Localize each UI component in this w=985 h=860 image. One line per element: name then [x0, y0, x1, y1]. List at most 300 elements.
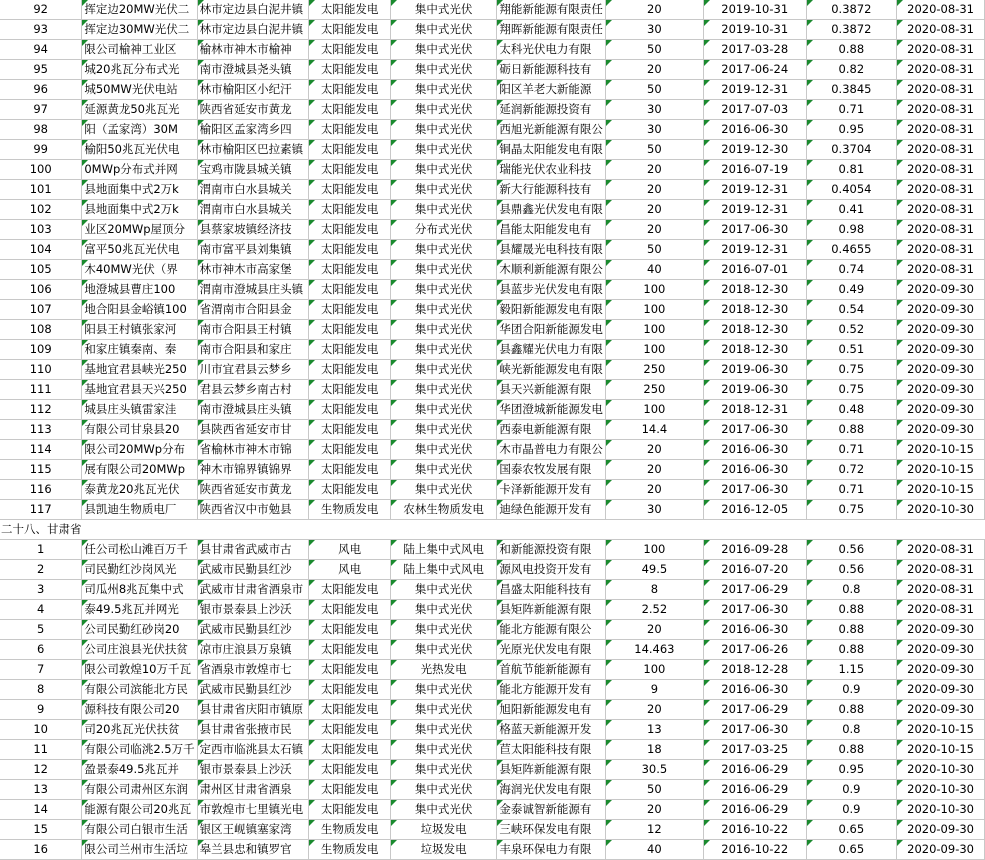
cell-location[interactable]: 银市景泰县上沙沃 [197, 600, 309, 620]
cell-no[interactable]: 101 [0, 180, 82, 200]
cell-energy-type[interactable]: 太阳能发电 [309, 240, 391, 260]
cell-energy-type[interactable]: 太阳能发电 [309, 800, 391, 820]
cell-sub-type[interactable]: 集中式光伏 [390, 80, 496, 100]
cell-location[interactable]: 南市合阳县王村镇 [197, 320, 309, 340]
cell-location[interactable]: 宝鸡市陇县城关镇 [197, 160, 309, 180]
cell-price[interactable]: 1.15 [806, 660, 897, 680]
cell-sub-type[interactable]: 集中式光伏 [390, 640, 496, 660]
cell-energy-type[interactable]: 风电 [309, 560, 391, 580]
cell-no[interactable]: 108 [0, 320, 82, 340]
cell-deadline[interactable]: 2020-09-30 [897, 840, 985, 860]
cell-location[interactable]: 渭南市白水县城关 [197, 200, 309, 220]
cell-location[interactable]: 县陕西省延安市甘 [197, 420, 309, 440]
cell-energy-type[interactable]: 太阳能发电 [309, 100, 391, 120]
cell-price[interactable]: 0.3872 [806, 0, 897, 20]
cell-deadline[interactable]: 2020-10-15 [897, 460, 985, 480]
cell-price[interactable]: 0.65 [806, 840, 897, 860]
cell-price[interactable]: 0.71 [806, 100, 897, 120]
cell-price[interactable]: 0.75 [806, 380, 897, 400]
cell-no[interactable]: 117 [0, 500, 82, 520]
cell-sub-type[interactable]: 集中式光伏 [390, 360, 496, 380]
cell-location[interactable]: 定西市临洮县太石镇 [197, 740, 309, 760]
cell-project-name[interactable]: 展有限公司20MWp [82, 460, 197, 480]
cell-location[interactable]: 武威市民勤县红沙 [197, 620, 309, 640]
cell-capacity[interactable]: 20 [605, 620, 703, 640]
cell-energy-type[interactable]: 太阳能发电 [309, 640, 391, 660]
cell-deadline[interactable]: 2020-08-31 [897, 20, 985, 40]
cell-price[interactable]: 0.71 [806, 440, 897, 460]
cell-no[interactable]: 92 [0, 0, 82, 20]
cell-energy-type[interactable]: 太阳能发电 [309, 340, 391, 360]
cell-energy-type[interactable]: 太阳能发电 [309, 620, 391, 640]
cell-energy-type[interactable]: 太阳能发电 [309, 140, 391, 160]
cell-no[interactable]: 106 [0, 280, 82, 300]
cell-location[interactable]: 省渭南市合阳县金 [197, 300, 309, 320]
cell-grid-date[interactable]: 2019-12-31 [703, 240, 806, 260]
cell-no[interactable]: 109 [0, 340, 82, 360]
cell-price[interactable]: 0.8 [806, 580, 897, 600]
cell-owner[interactable]: 县蓝步光伏发电有限 [497, 280, 606, 300]
cell-deadline[interactable]: 2020-09-30 [897, 300, 985, 320]
cell-location[interactable]: 银区王岘镇塞家湾 [197, 820, 309, 840]
cell-location[interactable]: 榆林市神木市榆神 [197, 40, 309, 60]
cell-energy-type[interactable]: 太阳能发电 [309, 280, 391, 300]
cell-price[interactable]: 0.3872 [806, 20, 897, 40]
cell-location[interactable]: 南市澄城县尧头镇 [197, 60, 309, 80]
cell-sub-type[interactable]: 集中式光伏 [390, 140, 496, 160]
cell-project-name[interactable]: 县凯迪生物质电厂 [82, 500, 197, 520]
cell-deadline[interactable]: 2020-10-15 [897, 480, 985, 500]
cell-project-name[interactable]: 和家庄镇秦南、秦 [82, 340, 197, 360]
cell-price[interactable]: 0.75 [806, 500, 897, 520]
cell-project-name[interactable]: 基地宜君县天兴250 [82, 380, 197, 400]
cell-owner[interactable]: 光原光伏发电有限 [497, 640, 606, 660]
cell-no[interactable]: 115 [0, 460, 82, 480]
cell-no[interactable]: 102 [0, 200, 82, 220]
cell-sub-type[interactable]: 集中式光伏 [390, 740, 496, 760]
cell-owner[interactable]: 格蓝天新能源开发 [497, 720, 606, 740]
cell-sub-type[interactable]: 集中式光伏 [390, 320, 496, 340]
cell-project-name[interactable]: 0MWp分布式并网 [82, 160, 197, 180]
cell-owner[interactable]: 县耀晟光电科技有限 [497, 240, 606, 260]
cell-project-name[interactable]: 县地面集中式2万k [82, 200, 197, 220]
cell-capacity[interactable]: 100 [605, 280, 703, 300]
cell-grid-date[interactable]: 2019-10-31 [703, 20, 806, 40]
cell-no[interactable]: 105 [0, 260, 82, 280]
cell-sub-type[interactable]: 陆上集中式风电 [390, 540, 496, 560]
cell-price[interactable]: 0.3704 [806, 140, 897, 160]
cell-sub-type[interactable]: 分布式光伏 [390, 220, 496, 240]
cell-no[interactable]: 111 [0, 380, 82, 400]
cell-capacity[interactable]: 50 [605, 40, 703, 60]
cell-deadline[interactable]: 2020-08-31 [897, 140, 985, 160]
cell-price[interactable]: 0.48 [806, 400, 897, 420]
cell-grid-date[interactable]: 2017-03-28 [703, 40, 806, 60]
cell-location[interactable]: 武威市民勤县红沙 [197, 560, 309, 580]
cell-deadline[interactable]: 2020-08-31 [897, 240, 985, 260]
cell-location[interactable]: 县甘肃省武威市古 [197, 540, 309, 560]
cell-capacity[interactable]: 13 [605, 720, 703, 740]
cell-owner[interactable]: 西旭光新能源有限公 [497, 120, 606, 140]
cell-project-name[interactable]: 地澄城县曹庄100 [82, 280, 197, 300]
cell-location[interactable]: 南市富平县刘集镇 [197, 240, 309, 260]
cell-project-name[interactable]: 富平50兆瓦光伏电 [82, 240, 197, 260]
cell-capacity[interactable]: 100 [605, 300, 703, 320]
cell-grid-date[interactable]: 2019-12-31 [703, 180, 806, 200]
cell-owner[interactable]: 县矩阵新能源有限 [497, 760, 606, 780]
cell-price[interactable]: 0.9 [806, 800, 897, 820]
cell-location[interactable]: 川市宜君县云梦乡 [197, 360, 309, 380]
cell-deadline[interactable]: 2020-08-31 [897, 100, 985, 120]
cell-sub-type[interactable]: 集中式光伏 [390, 20, 496, 40]
cell-capacity[interactable]: 30 [605, 120, 703, 140]
cell-price[interactable]: 0.88 [806, 40, 897, 60]
cell-project-name[interactable]: 公司民勤红砂岗20 [82, 620, 197, 640]
cell-project-name[interactable]: 木40MW光伏（界 [82, 260, 197, 280]
cell-grid-date[interactable]: 2017-06-30 [703, 720, 806, 740]
cell-energy-type[interactable]: 太阳能发电 [309, 580, 391, 600]
cell-project-name[interactable]: 基地宜君县峡光250 [82, 360, 197, 380]
cell-no[interactable]: 8 [0, 680, 82, 700]
cell-no[interactable]: 9 [0, 700, 82, 720]
cell-sub-type[interactable]: 集中式光伏 [390, 760, 496, 780]
cell-grid-date[interactable]: 2019-12-31 [703, 200, 806, 220]
cell-energy-type[interactable]: 风电 [309, 540, 391, 560]
cell-project-name[interactable]: 有限公司甘泉县20 [82, 420, 197, 440]
cell-project-name[interactable]: 有限公司白银市生活 [82, 820, 197, 840]
cell-grid-date[interactable]: 2016-10-22 [703, 840, 806, 860]
cell-grid-date[interactable]: 2016-06-30 [703, 620, 806, 640]
cell-price[interactable]: 0.71 [806, 480, 897, 500]
cell-deadline[interactable]: 2020-10-30 [897, 500, 985, 520]
cell-capacity[interactable]: 12 [605, 820, 703, 840]
cell-owner[interactable]: 首航节能新能源有 [497, 660, 606, 680]
cell-location[interactable]: 南市澄城县庄头镇 [197, 400, 309, 420]
cell-owner[interactable]: 太科光伏电力有限 [497, 40, 606, 60]
cell-deadline[interactable]: 2020-10-30 [897, 780, 985, 800]
section-title[interactable]: 二十八、甘肃省 [0, 520, 985, 540]
cell-grid-date[interactable]: 2016-07-20 [703, 560, 806, 580]
cell-project-name[interactable]: 公司庄浪县光伏扶贫 [82, 640, 197, 660]
cell-project-name[interactable]: 延源黄龙50兆瓦光 [82, 100, 197, 120]
cell-owner[interactable]: 昌盛太阳能科技有 [497, 580, 606, 600]
cell-project-name[interactable]: 挥定边20MW光伏二 [82, 0, 197, 20]
cell-price[interactable]: 0.56 [806, 540, 897, 560]
cell-capacity[interactable]: 40 [605, 840, 703, 860]
cell-owner[interactable]: 昌能太阳能发电有 [497, 220, 606, 240]
cell-deadline[interactable]: 2020-10-15 [897, 440, 985, 460]
cell-project-name[interactable]: 限公司兰州市生活垃 [82, 840, 197, 860]
cell-project-name[interactable]: 限公司敦煌10万千瓦 [82, 660, 197, 680]
cell-deadline[interactable]: 2020-08-31 [897, 0, 985, 20]
cell-deadline[interactable]: 2020-08-31 [897, 260, 985, 280]
cell-price[interactable]: 0.9 [806, 780, 897, 800]
cell-grid-date[interactable]: 2016-06-29 [703, 760, 806, 780]
cell-capacity[interactable]: 40 [605, 260, 703, 280]
cell-owner[interactable]: 华团合阳新能源发电 [497, 320, 606, 340]
cell-owner[interactable]: 翔晖新能源有限责任 [497, 20, 606, 40]
cell-owner[interactable]: 源风电投资开发有 [497, 560, 606, 580]
cell-price[interactable]: 0.95 [806, 120, 897, 140]
cell-price[interactable]: 0.8 [806, 720, 897, 740]
cell-price[interactable]: 0.56 [806, 560, 897, 580]
cell-sub-type[interactable]: 集中式光伏 [390, 440, 496, 460]
cell-owner[interactable]: 阳区羊老大新能源 [497, 80, 606, 100]
cell-owner[interactable]: 新大行能源科技有 [497, 180, 606, 200]
cell-energy-type[interactable]: 太阳能发电 [309, 460, 391, 480]
cell-grid-date[interactable]: 2016-06-30 [703, 440, 806, 460]
cell-price[interactable]: 0.9 [806, 680, 897, 700]
cell-price[interactable]: 0.75 [806, 360, 897, 380]
cell-grid-date[interactable]: 2017-06-24 [703, 60, 806, 80]
cell-energy-type[interactable]: 太阳能发电 [309, 180, 391, 200]
cell-project-name[interactable]: 有限公司滨能北方民 [82, 680, 197, 700]
cell-capacity[interactable]: 30 [605, 100, 703, 120]
cell-no[interactable]: 107 [0, 300, 82, 320]
cell-grid-date[interactable]: 2018-12-28 [703, 660, 806, 680]
cell-price[interactable]: 0.88 [806, 620, 897, 640]
cell-sub-type[interactable]: 集中式光伏 [390, 620, 496, 640]
cell-location[interactable]: 林市定边县白泥井镇 [197, 0, 309, 20]
cell-owner[interactable]: 华团澄城新能源发电 [497, 400, 606, 420]
cell-location[interactable]: 林市榆阳区小纪汗 [197, 80, 309, 100]
cell-project-name[interactable]: 榆阳50兆瓦光伏电 [82, 140, 197, 160]
cell-project-name[interactable]: 限公司20MWp分布 [82, 440, 197, 460]
cell-sub-type[interactable]: 集中式光伏 [390, 300, 496, 320]
cell-capacity[interactable]: 20 [605, 700, 703, 720]
cell-sub-type[interactable]: 集中式光伏 [390, 0, 496, 20]
cell-deadline[interactable]: 2020-09-30 [897, 380, 985, 400]
cell-deadline[interactable]: 2020-08-31 [897, 560, 985, 580]
cell-price[interactable]: 0.88 [806, 640, 897, 660]
cell-grid-date[interactable]: 2018-12-30 [703, 280, 806, 300]
cell-no[interactable]: 4 [0, 600, 82, 620]
cell-capacity[interactable]: 20 [605, 800, 703, 820]
cell-grid-date[interactable]: 2016-09-28 [703, 540, 806, 560]
cell-no[interactable]: 16 [0, 840, 82, 860]
cell-deadline[interactable]: 2020-09-30 [897, 660, 985, 680]
cell-location[interactable]: 武威市甘肃省酒泉市 [197, 580, 309, 600]
cell-no[interactable]: 113 [0, 420, 82, 440]
cell-price[interactable]: 0.88 [806, 740, 897, 760]
cell-deadline[interactable]: 2020-10-15 [897, 720, 985, 740]
cell-location[interactable]: 陕西省延安市黄龙 [197, 480, 309, 500]
cell-project-name[interactable]: 能源有限公司20兆瓦 [82, 800, 197, 820]
cell-capacity[interactable]: 9 [605, 680, 703, 700]
cell-grid-date[interactable]: 2018-12-31 [703, 400, 806, 420]
cell-deadline[interactable]: 2020-08-31 [897, 580, 985, 600]
cell-location[interactable]: 武威市民勤县红沙 [197, 680, 309, 700]
cell-energy-type[interactable]: 太阳能发电 [309, 60, 391, 80]
cell-price[interactable]: 0.95 [806, 760, 897, 780]
cell-capacity[interactable]: 50 [605, 80, 703, 100]
cell-price[interactable]: 0.41 [806, 200, 897, 220]
cell-owner[interactable]: 木市晶普电力有限公 [497, 440, 606, 460]
cell-grid-date[interactable]: 2019-10-31 [703, 0, 806, 20]
cell-sub-type[interactable]: 农林生物质发电 [390, 500, 496, 520]
cell-location[interactable]: 林市榆阳区巴拉素镇 [197, 140, 309, 160]
cell-project-name[interactable]: 泰黄龙20兆瓦光伏 [82, 480, 197, 500]
cell-energy-type[interactable]: 太阳能发电 [309, 720, 391, 740]
cell-sub-type[interactable]: 集中式光伏 [390, 380, 496, 400]
cell-deadline[interactable]: 2020-08-31 [897, 180, 985, 200]
cell-grid-date[interactable]: 2018-12-30 [703, 320, 806, 340]
cell-capacity[interactable]: 8 [605, 580, 703, 600]
cell-energy-type[interactable]: 太阳能发电 [309, 220, 391, 240]
cell-energy-type[interactable]: 太阳能发电 [309, 160, 391, 180]
cell-location[interactable]: 君县云梦乡南古村 [197, 380, 309, 400]
cell-owner[interactable]: 西泰电新能源有限 [497, 420, 606, 440]
cell-owner[interactable]: 卡泽新能源开发有 [497, 480, 606, 500]
cell-owner[interactable]: 毅阳新能源发电有限 [497, 300, 606, 320]
cell-energy-type[interactable]: 太阳能发电 [309, 660, 391, 680]
cell-no[interactable]: 14 [0, 800, 82, 820]
cell-sub-type[interactable]: 集中式光伏 [390, 160, 496, 180]
cell-sub-type[interactable]: 集中式光伏 [390, 200, 496, 220]
cell-grid-date[interactable]: 2016-06-30 [703, 460, 806, 480]
cell-owner[interactable]: 瑞能光伏农业科技 [497, 160, 606, 180]
cell-sub-type[interactable]: 集中式光伏 [390, 600, 496, 620]
cell-no[interactable]: 114 [0, 440, 82, 460]
cell-deadline[interactable]: 2020-09-30 [897, 340, 985, 360]
cell-location[interactable]: 南市合阳县和家庄 [197, 340, 309, 360]
cell-project-name[interactable]: 县地面集中式2万k [82, 180, 197, 200]
cell-capacity[interactable]: 30.5 [605, 760, 703, 780]
cell-energy-type[interactable]: 太阳能发电 [309, 200, 391, 220]
cell-grid-date[interactable]: 2017-06-30 [703, 220, 806, 240]
cell-location[interactable]: 皋兰县忠和镇罗官 [197, 840, 309, 860]
cell-no[interactable]: 95 [0, 60, 82, 80]
cell-owner[interactable]: 县矩阵新能源有限 [497, 600, 606, 620]
cell-sub-type[interactable]: 集中式光伏 [390, 260, 496, 280]
cell-sub-type[interactable]: 光热发电 [390, 660, 496, 680]
cell-price[interactable]: 0.51 [806, 340, 897, 360]
cell-owner[interactable]: 丰泉环保电力有限 [497, 840, 606, 860]
cell-capacity[interactable]: 100 [605, 540, 703, 560]
cell-grid-date[interactable]: 2017-03-25 [703, 740, 806, 760]
cell-project-name[interactable]: 泰49.5兆瓦并网光 [82, 600, 197, 620]
cell-location[interactable]: 渭南市白水县城关 [197, 180, 309, 200]
cell-grid-date[interactable]: 2016-06-29 [703, 780, 806, 800]
cell-project-name[interactable]: 司20兆瓦光伏扶贫 [82, 720, 197, 740]
cell-energy-type[interactable]: 太阳能发电 [309, 740, 391, 760]
cell-deadline[interactable]: 2020-09-30 [897, 420, 985, 440]
cell-owner[interactable]: 三峡环保发电有限 [497, 820, 606, 840]
cell-location[interactable]: 县甘肃省张掖市民 [197, 720, 309, 740]
cell-project-name[interactable]: 源科技有限公司20 [82, 700, 197, 720]
cell-deadline[interactable]: 2020-08-31 [897, 540, 985, 560]
cell-no[interactable]: 7 [0, 660, 82, 680]
cell-owner[interactable]: 峡光新能源发电有限 [497, 360, 606, 380]
cell-price[interactable]: 0.72 [806, 460, 897, 480]
cell-grid-date[interactable]: 2017-06-26 [703, 640, 806, 660]
cell-no[interactable]: 93 [0, 20, 82, 40]
cell-grid-date[interactable]: 2016-10-22 [703, 820, 806, 840]
cell-price[interactable]: 0.54 [806, 300, 897, 320]
cell-energy-type[interactable]: 太阳能发电 [309, 320, 391, 340]
cell-price[interactable]: 0.81 [806, 160, 897, 180]
cell-energy-type[interactable]: 太阳能发电 [309, 420, 391, 440]
cell-capacity[interactable]: 18 [605, 740, 703, 760]
cell-no[interactable]: 100 [0, 160, 82, 180]
cell-no[interactable]: 10 [0, 720, 82, 740]
cell-location[interactable]: 省酒泉市敦煌市七 [197, 660, 309, 680]
cell-owner[interactable]: 铜晶太阳能发电有限 [497, 140, 606, 160]
cell-capacity[interactable]: 50 [605, 140, 703, 160]
cell-price[interactable]: 0.4054 [806, 180, 897, 200]
cell-owner[interactable]: 延润新能源投资有 [497, 100, 606, 120]
cell-sub-type[interactable]: 陆上集中式风电 [390, 560, 496, 580]
cell-deadline[interactable]: 2020-09-30 [897, 400, 985, 420]
cell-deadline[interactable]: 2020-09-30 [897, 700, 985, 720]
cell-location[interactable]: 渭南市澄城县庄头镇 [197, 280, 309, 300]
cell-energy-type[interactable]: 太阳能发电 [309, 600, 391, 620]
cell-capacity[interactable]: 49.5 [605, 560, 703, 580]
cell-no[interactable]: 104 [0, 240, 82, 260]
cell-capacity[interactable]: 30 [605, 20, 703, 40]
cell-deadline[interactable]: 2020-08-31 [897, 600, 985, 620]
cell-project-name[interactable]: 阳县王村镇张家河 [82, 320, 197, 340]
cell-project-name[interactable]: 挥定边30MW光伏二 [82, 20, 197, 40]
cell-deadline[interactable]: 2020-09-30 [897, 820, 985, 840]
cell-owner[interactable]: 和新能源投资有限 [497, 540, 606, 560]
cell-owner[interactable]: 迪绿色能源开发有 [497, 500, 606, 520]
cell-sub-type[interactable]: 垃圾发电 [390, 840, 496, 860]
cell-grid-date[interactable]: 2016-07-01 [703, 260, 806, 280]
cell-owner[interactable]: 能北方能源有限公 [497, 620, 606, 640]
cell-owner[interactable]: 国泰农牧发展有限 [497, 460, 606, 480]
cell-project-name[interactable]: 司民勤红沙岗风光 [82, 560, 197, 580]
cell-no[interactable]: 110 [0, 360, 82, 380]
cell-capacity[interactable]: 20 [605, 220, 703, 240]
cell-capacity[interactable]: 50 [605, 240, 703, 260]
cell-no[interactable]: 116 [0, 480, 82, 500]
cell-energy-type[interactable]: 太阳能发电 [309, 480, 391, 500]
cell-grid-date[interactable]: 2017-06-29 [703, 580, 806, 600]
cell-grid-date[interactable]: 2017-06-30 [703, 600, 806, 620]
cell-owner[interactable]: 县天兴新能源有限 [497, 380, 606, 400]
cell-deadline[interactable]: 2020-09-30 [897, 360, 985, 380]
cell-sub-type[interactable]: 集中式光伏 [390, 700, 496, 720]
cell-no[interactable]: 15 [0, 820, 82, 840]
cell-deadline[interactable]: 2020-08-31 [897, 40, 985, 60]
cell-project-name[interactable]: 司瓜州8兆瓦集中式 [82, 580, 197, 600]
cell-location[interactable]: 神木市锦界镇锦界 [197, 460, 309, 480]
cell-project-name[interactable]: 业区20MWp屋顶分 [82, 220, 197, 240]
cell-energy-type[interactable]: 太阳能发电 [309, 440, 391, 460]
cell-sub-type[interactable]: 集中式光伏 [390, 580, 496, 600]
cell-location[interactable]: 肃州区甘肃省酒泉 [197, 780, 309, 800]
cell-no[interactable]: 2 [0, 560, 82, 580]
cell-grid-date[interactable]: 2017-06-30 [703, 420, 806, 440]
cell-project-name[interactable]: 城50MW光伏电站 [82, 80, 197, 100]
cell-grid-date[interactable]: 2019-12-30 [703, 140, 806, 160]
cell-owner[interactable]: 旭阳新能源发电有 [497, 700, 606, 720]
cell-sub-type[interactable]: 集中式光伏 [390, 720, 496, 740]
cell-capacity[interactable]: 100 [605, 320, 703, 340]
cell-sub-type[interactable]: 集中式光伏 [390, 120, 496, 140]
cell-sub-type[interactable]: 集中式光伏 [390, 340, 496, 360]
cell-owner[interactable]: 县鼎鑫光伏发电有限 [497, 200, 606, 220]
cell-no[interactable]: 5 [0, 620, 82, 640]
cell-price[interactable]: 0.74 [806, 260, 897, 280]
cell-energy-type[interactable]: 太阳能发电 [309, 780, 391, 800]
cell-deadline[interactable]: 2020-08-31 [897, 120, 985, 140]
cell-sub-type[interactable]: 集中式光伏 [390, 240, 496, 260]
cell-no[interactable]: 12 [0, 760, 82, 780]
cell-energy-type[interactable]: 太阳能发电 [309, 260, 391, 280]
cell-sub-type[interactable]: 集中式光伏 [390, 100, 496, 120]
